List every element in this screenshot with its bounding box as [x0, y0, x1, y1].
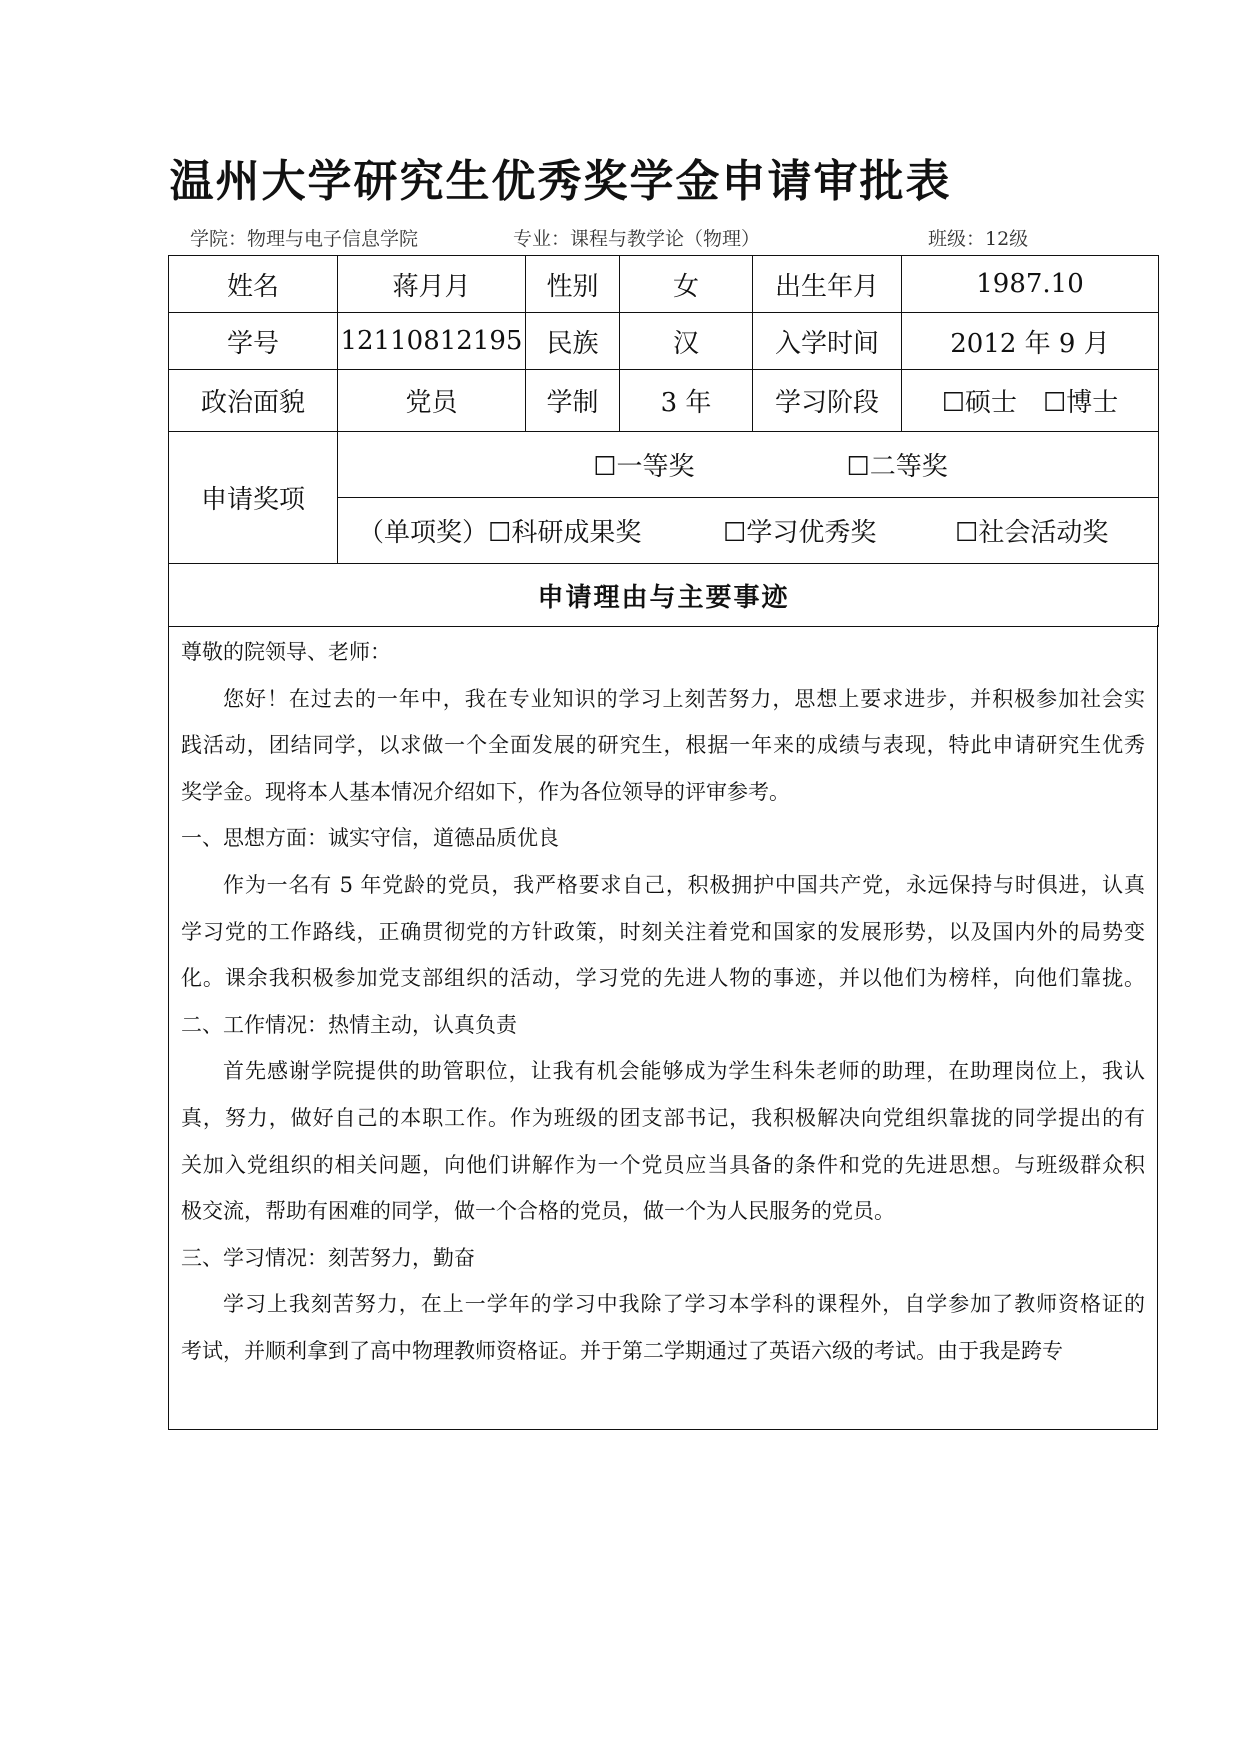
body-line: 奖学金。现将本人基本情况介绍如下，作为各位领导的评审参考。	[181, 779, 790, 804]
award-grade-cell	[338, 432, 1159, 498]
table-row	[169, 256, 1159, 313]
enrollment-label: 入学时间	[753, 313, 902, 370]
program-length-label: 学制	[526, 370, 620, 432]
birth-label: 出生年月	[753, 256, 902, 313]
body-line: 化。课余我积极参加党支部组织的活动，学习党的先进人物的事迹，并以他们为榜样，向他们靠拢。	[181, 966, 1145, 991]
body-line: 学习党的工作路线，正确贯彻党的方针政策，时刻关注着党和国家的发展形势，以及国内外的局势变	[181, 919, 1145, 944]
body-line: 践活动，团结同学，以求做一个全面发展的研究生，根据一年来的成绩与表现，特此申请研究生优秀	[181, 733, 1145, 758]
political-label: 政治面貌	[169, 370, 338, 432]
research-award-checkbox[interactable]: ☐科研成果奖	[488, 518, 642, 548]
name-value: 蒋月月	[338, 256, 526, 313]
body-line: 一、思想方面：诚实守信，道德品质优良	[181, 826, 559, 851]
major-field: 专业：课程与教学论（物理）	[513, 228, 761, 250]
application-table	[168, 255, 1159, 627]
ethnicity-value: 汉	[620, 313, 753, 370]
body-line: 尊敬的院领导、老师：	[181, 640, 391, 664]
gender-value: 女	[620, 256, 753, 313]
college-field: 学院：物理与电子信息学院	[190, 228, 419, 250]
body-line: 二、工作情况：热情主动，认真负责	[181, 1012, 517, 1037]
second-prize-checkbox[interactable]: ☐二等奖	[846, 452, 948, 482]
single-award-prefix: （单项奖）	[358, 518, 489, 548]
social-award-checkbox[interactable]: ☐社会活动奖	[955, 518, 1109, 548]
program-length-value: 3 年	[620, 370, 753, 432]
table-row	[169, 564, 1159, 627]
body-line: 关加入党组织的相关问题，向他们讲解作为一个党员应当具备的条件和党的先进思想。与班级群众积	[181, 1152, 1145, 1177]
single-award-cell	[338, 498, 1159, 564]
body-line: 极交流，帮助有困难的同学，做一个合格的党员，做一个为人民服务的党员。	[181, 1199, 895, 1224]
ethnicity-label: 民族	[526, 313, 620, 370]
body-line: 您好！在过去的一年中，我在专业知识的学习上刻苦努力，思想上要求进步，并积极参加社会实	[223, 686, 1145, 711]
table-row	[169, 370, 1159, 432]
body-line: 首先感谢学院提供的助管职位，让我有机会能够成为学生科朱老师的助理，在助理岗位上，我认	[223, 1059, 1145, 1084]
first-prize-checkbox[interactable]: ☐一等奖	[593, 452, 695, 482]
name-label: 姓名	[169, 256, 338, 313]
body-line: 作为一名有 5 年党龄的党员，我严格要求自己，积极拥护中国共产党，永远保持与时俱进，认真	[223, 872, 1145, 897]
body-line: 真，努力，做好自己的本职工作。作为班级的团支部书记，我积极解决向党组织靠拢的同学提出的有	[181, 1105, 1145, 1130]
body-line: 学习上我刻苦努力，在上一学年的学习中我除了学习本学科的课程外，自学参加了教师资格证的	[223, 1292, 1145, 1317]
gender-label: 性别	[526, 256, 620, 313]
birth-value: 1987.10	[902, 256, 1159, 313]
table-row	[169, 432, 1159, 498]
political-value: 党员	[338, 370, 526, 432]
class-field: 班级：12级	[928, 228, 1029, 250]
award-label: 申请奖项	[169, 432, 338, 564]
section-title: 申请理由与主要事迹	[169, 564, 1159, 627]
page-title: 温州大学研究生优秀奖学金申请审批表	[169, 156, 952, 207]
student-id-label: 学号	[169, 313, 338, 370]
study-award-checkbox[interactable]: ☐学习优秀奖	[723, 518, 877, 548]
reason-text-area	[168, 625, 1158, 1430]
student-id-value: 12110812195	[338, 313, 526, 370]
stage-checkboxes[interactable]: ☐硕士 ☐博士	[902, 370, 1159, 432]
body-line: 三、学习情况：刻苦努力，勤奋	[181, 1245, 475, 1270]
stage-label: 学习阶段	[753, 370, 902, 432]
body-line: 考试，并顺利拿到了高中物理教师资格证。并于第二学期通过了英语六级的考试。由于我是跨专	[181, 1338, 1063, 1363]
enrollment-value: 2012 年 9 月	[902, 313, 1159, 370]
table-row	[169, 313, 1159, 370]
